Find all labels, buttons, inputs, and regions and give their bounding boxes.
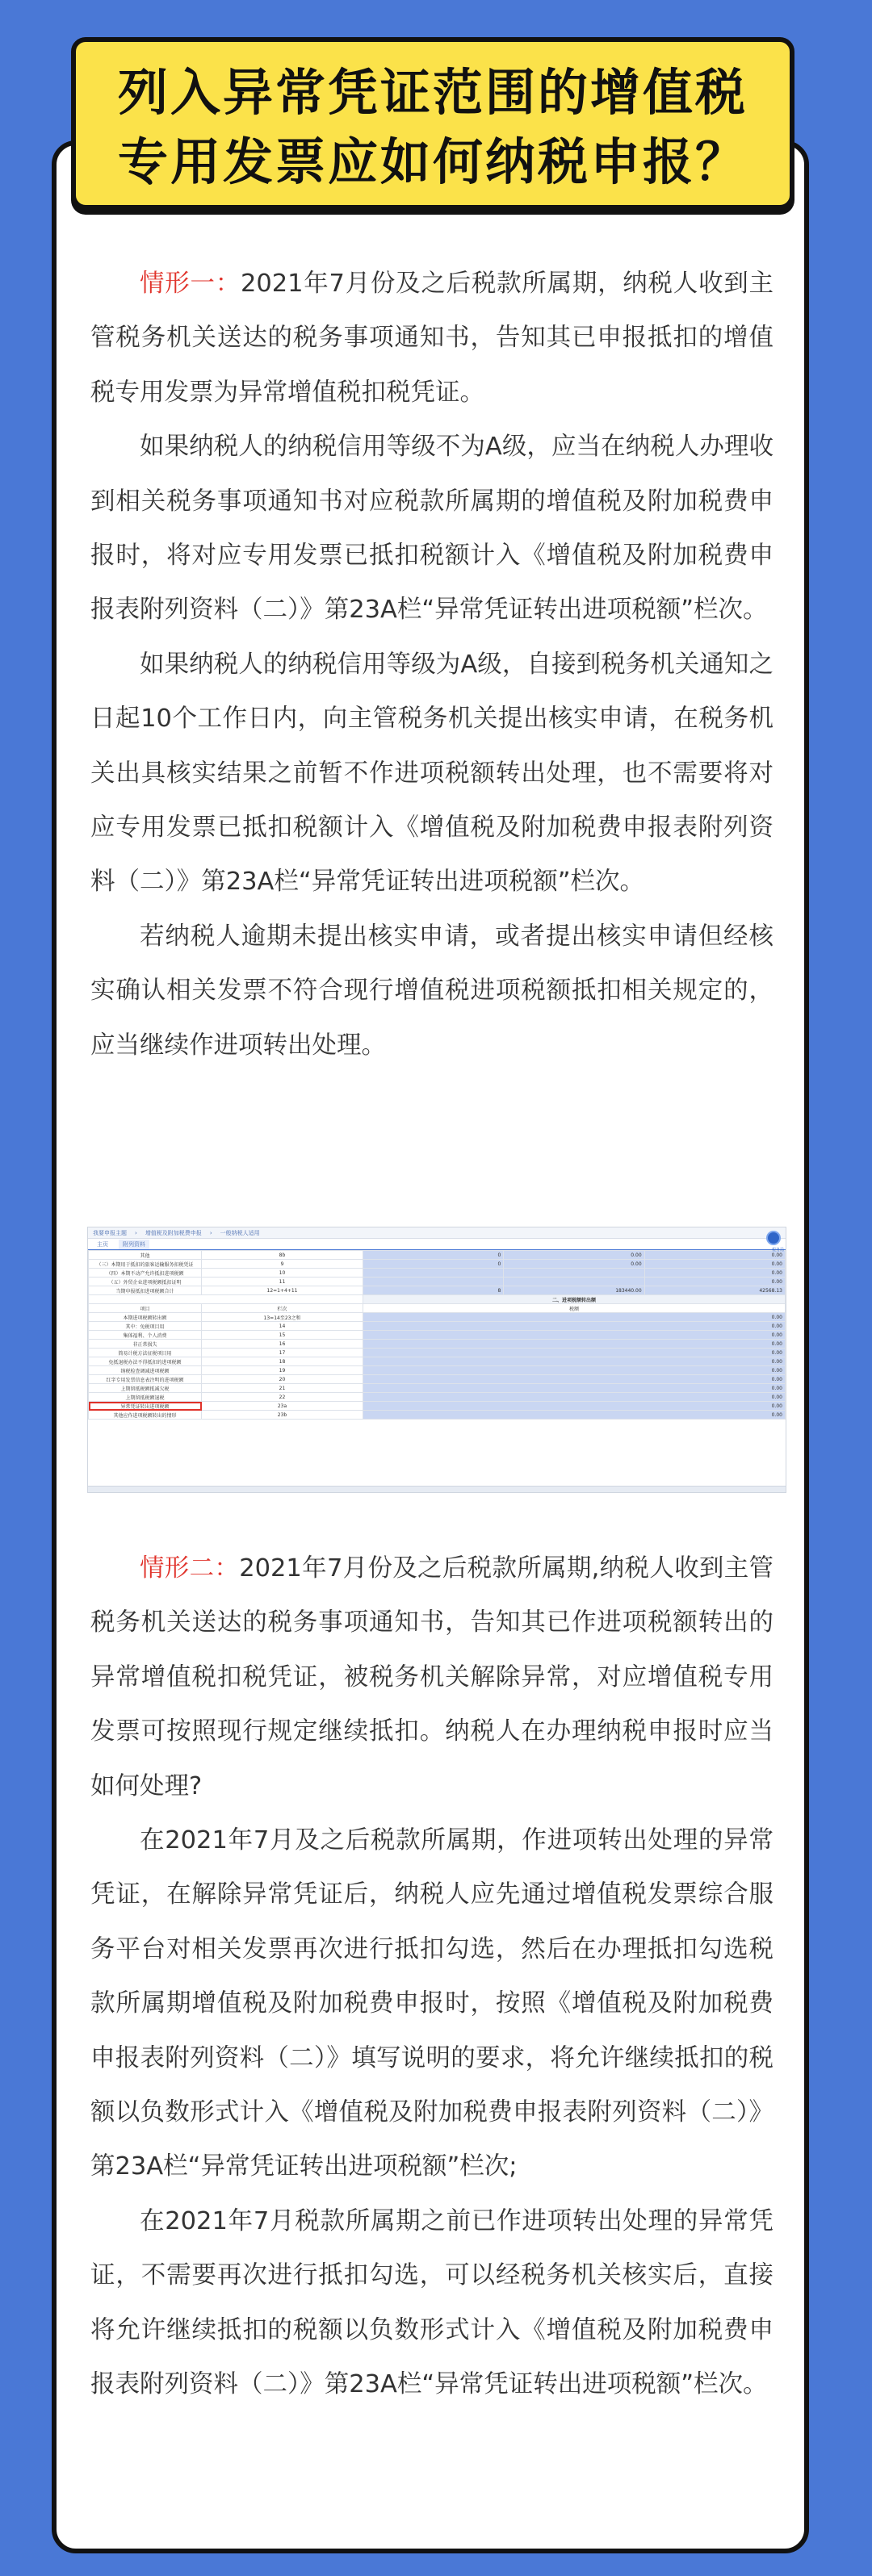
table-row [89,1322,786,1331]
table-row [89,1340,786,1349]
section-one-paragraph-2: 如果纳税人的纳税信用等级不为A级，应当在纳税人办理收到相关税务事项通知书对应税款所属期的增值税及附加税费申报时，将对应专用发票已抵扣税额计入《增值税及附加税费申报表附列资料（二）》第23A栏“异常凭证转出进项税额”栏次。 [90,433,773,625]
row-value[interactable]: 0.00 [363,1313,786,1322]
row-line-no: 23b [202,1411,363,1420]
table-row [89,1393,786,1402]
row-line-no: 16 [202,1340,363,1349]
row-value[interactable]: 0.00 [363,1384,786,1393]
row-value[interactable]: 0.00 [644,1278,785,1286]
header-line-no: 栏次 [202,1304,363,1313]
section-two-label: 情形二： [140,1554,240,1583]
row-line-no: 14 [202,1322,363,1331]
row-label: 其他应作进项税额转出的情形 [89,1411,202,1420]
table-row [89,1411,786,1420]
tab-home: 主页 [97,1240,108,1248]
screenshot-tabs [88,1239,786,1250]
row-label: 非正常损失 [89,1340,202,1349]
page-title-line-2: 专用发票应如何纳税申报？ [118,132,748,191]
section-two-paragraph-1 [90,1541,773,1813]
row-label: 免抵退税办法不得抵扣的进项税额 [89,1357,202,1366]
section-one-paragraph-4: 若纳税人逾期未提出核实申请，或者提出核实申请但经核实确认相关发票不符合现行增值税进项税额抵扣相关规定的，应当继续作进项转出处理。 [90,922,773,1060]
row-value[interactable]: 0.00 [644,1251,785,1260]
table-row [89,1375,786,1384]
row-value[interactable]: 0.00 [363,1411,786,1420]
row-label: 简易计税方法征税项目用 [89,1349,202,1357]
row-value[interactable]: 0.00 [363,1402,786,1411]
row-label: 纳税检查调减进项税额 [89,1366,202,1375]
page-title-line-1: 列入异常凭证范围的增值税 [118,63,748,122]
row-line-no: 23a [202,1402,363,1411]
row-label: 上期留抵税额退税 [89,1393,202,1402]
table-row [89,1278,786,1286]
header-item: 项目 [89,1304,202,1313]
row-line-no: 9 [202,1260,363,1269]
row-value[interactable]: 0.00 [363,1357,786,1366]
section-one-paragraph-1 [90,257,773,420]
row-label: 本期进项税额转出额 [89,1313,202,1322]
row-line-no: 8b [202,1251,363,1260]
table-header-row [89,1304,786,1313]
row-line-no: 13=14至23之和 [202,1313,363,1322]
row-label: 集体福利、个人消费 [89,1331,202,1340]
tax-form-table [88,1250,786,1420]
row-value[interactable]: 0.00 [363,1331,786,1340]
row-line-no: 18 [202,1357,363,1366]
row-value[interactable]: 42568.13 [644,1286,785,1295]
row-value[interactable]: 0.00 [363,1366,786,1375]
row-label: 异常凭证转出进项税额 [89,1402,202,1411]
section-title-row [89,1295,786,1304]
row-value[interactable]: 0.00 [363,1375,786,1384]
logo-caption: 税务局 [771,1248,784,1252]
row-line-no: 19 [202,1366,363,1375]
table-row [89,1251,786,1260]
section-two-paragraph-2: 在2021年7月及之后税款所属期，作进项转出处理的异常凭证，在解除异常凭证后，纳税人应先通过增值税发票综合服务平台对相关发票再次进行抵扣勾选，然后在办理抵扣勾选税款所属期增值税及附加税费申报时，按照《增值税及附加税费申报表附列资料（二）》填写说明的要求，将允许继续抵扣的税额以负数形式计入《增值税及附加税费申报表附列资料（二）》第23A栏“异常凭证转出进项税额”栏次; [90,1826,773,2181]
section-one-label: 情形一： [140,270,241,298]
highlighted-row-23a [89,1402,786,1411]
table-row [89,1357,786,1366]
row-line-no: 20 [202,1375,363,1384]
row-value[interactable]: 0 [363,1251,504,1260]
row-line-no: 11 [202,1278,363,1286]
row-label: 红字专用发票信息表注明的进项税额 [89,1375,202,1384]
row-value[interactable]: 0.00 [363,1340,786,1349]
row-value[interactable]: 0 [363,1260,504,1269]
table-row [89,1384,786,1393]
row-value[interactable] [363,1269,504,1278]
breadcrumb-item: 我要申报主题 [93,1229,127,1236]
row-line-no: 12=1+4+11 [202,1286,363,1295]
row-value[interactable]: 0.00 [504,1260,644,1269]
row-line-no: 15 [202,1331,363,1340]
section-two [90,1541,773,2412]
title-banner [71,37,794,210]
row-value[interactable]: 8 [363,1286,504,1295]
table-row [89,1260,786,1269]
header-amount: 税额 [363,1304,786,1313]
table-row [89,1331,786,1340]
row-label: （五）外贸企业进项税额抵扣证明 [89,1278,202,1286]
table-row [89,1286,786,1295]
row-value[interactable]: 183440.00 [504,1286,644,1295]
table-row [89,1349,786,1357]
row-value[interactable]: 0.00 [363,1322,786,1331]
section-two-paragraph-3: 在2021年7月税款所属期之前已作进项转出处理的异常凭证，不需要再次进行抵扣勾选，可以经税务机关核实后，直接将允许继续抵扣的税额以负数形式计入《增值税及附加税费申报表附列资料（二）》第23A栏“异常凭证转出进项税额”栏次。 [90,2206,773,2399]
section-title: 二、进项税额转出额 [363,1295,786,1304]
tax-bureau-logo-icon [766,1231,781,1245]
tax-form-screenshot [87,1227,786,1493]
section-two-paragraph-1-text: 2021年7月份及之后税款所属期,纳税人收到主管税务机关送达的税务事项通知书，告知其已作进项税额转出的异常增值税扣税凭证，被税务机关解除异常，对应增值税专用发票可按照现行规定继续抵扣。纳税人在办理纳税申报时应当如何处理? [90,1554,773,1800]
row-value[interactable]: 0.00 [644,1260,785,1269]
section-one-paragraph-1-text: 2021年7月份及之后税款所属期，纳税人收到主管税务机关送达的税务事项通知书，告知其已申报抵扣的增值税专用发票为异常增值税扣税凭证。 [90,270,773,407]
tab-attachment: 附列资料 [119,1240,149,1249]
row-label: （四）本期不动产允许抵扣进项税额 [89,1269,202,1278]
row-label: 其中：免税项目用 [89,1322,202,1331]
row-value[interactable] [504,1269,644,1278]
row-value[interactable]: 0.00 [644,1269,785,1278]
row-line-no: 21 [202,1384,363,1393]
row-line-no: 17 [202,1349,363,1357]
screenshot-breadcrumb: 我要申报主题 › 增值税及附加税费申报 › 一般纳税人适用 [88,1227,786,1239]
screenshot-scrollbar [88,1486,786,1492]
breadcrumb-item: 一般纳税人适用 [220,1229,260,1236]
table-row [89,1269,786,1278]
row-value[interactable] [363,1278,504,1286]
row-label: （三）本期用于抵扣的旅客运输服务扣税凭证 [89,1260,202,1269]
row-label: 其他 [89,1251,202,1260]
row-value[interactable]: 0.00 [363,1393,786,1402]
row-line-no: 10 [202,1269,363,1278]
row-value[interactable]: 0.00 [504,1251,644,1260]
table-row [89,1366,786,1375]
table-row [89,1313,786,1322]
row-line-no: 22 [202,1393,363,1402]
row-label: 当期申报抵扣进项税额合计 [89,1286,202,1295]
row-value[interactable]: 0.00 [363,1349,786,1357]
breadcrumb-item: 增值税及附加税费申报 [145,1229,202,1236]
section-one-paragraph-3: 如果纳税人的纳税信用等级为A级，自接到税务机关通知之日起10个工作日内，向主管税务机关提出核实申请，在税务机关出具核实结果之前暂不作进项税额转出处理，也不需要将对应专用发票已抵扣税额计入《增值税及附加税费申报表附列资料（二）》第23A栏“异常凭证转出进项税额”栏次。 [90,650,773,897]
section-one [90,257,773,1073]
row-label: 上期留抵税额抵减欠税 [89,1384,202,1393]
row-value[interactable] [504,1278,644,1286]
